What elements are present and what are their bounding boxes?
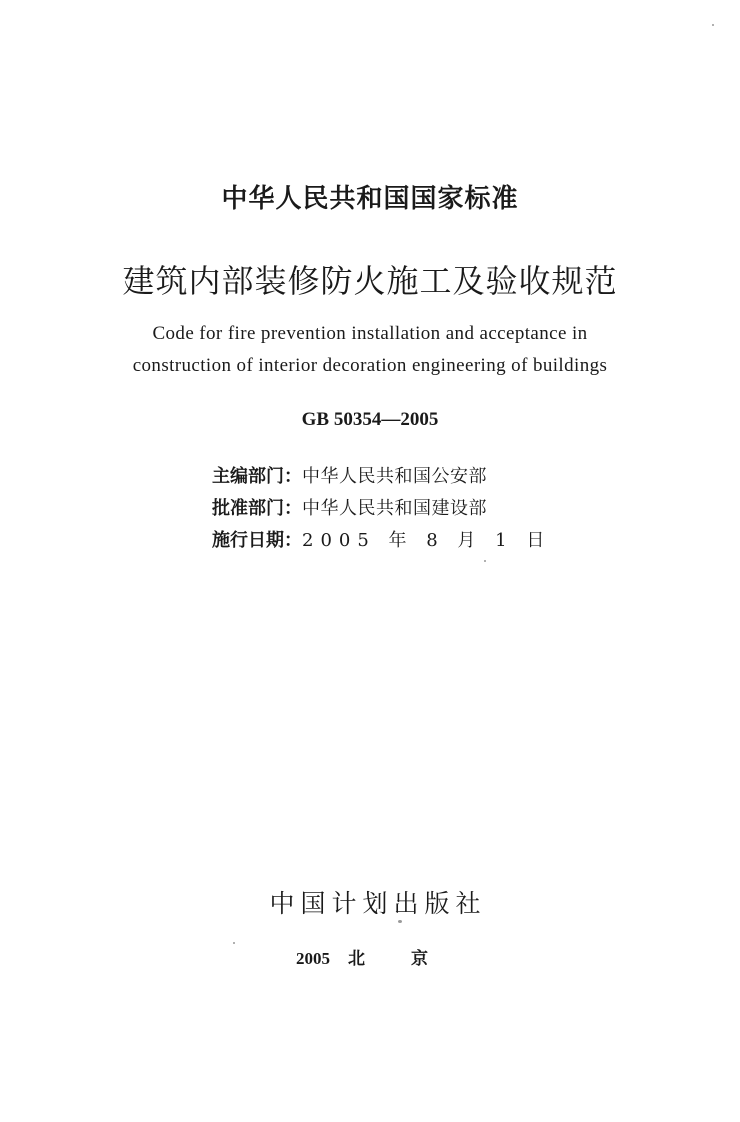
publisher: 中国计划出版社 — [269, 889, 487, 918]
chief-editor-dept — [212, 462, 487, 488]
meta-key: 主编部门： — [212, 466, 302, 487]
meta-key: 批准部门： — [212, 498, 302, 519]
title-chinese: 建筑内部装修防火施工及验收规范 — [122, 262, 618, 300]
publication-year: 2005 — [296, 949, 330, 968]
scan-speck — [712, 24, 714, 26]
standard-number: GB 50354—2005 — [301, 409, 439, 430]
meta-value: 中华人民共和国建设部 — [302, 498, 487, 519]
approval-dept — [212, 494, 487, 520]
meta-value: 中华人民共和国公安部 — [302, 466, 487, 487]
scan-speck — [484, 560, 486, 562]
scan-speck — [233, 942, 235, 944]
title-english-line-1: Code for fire prevention installation and acceptance in — [152, 323, 588, 344]
meta-key: 施行日期： — [212, 530, 302, 551]
standard-series: 中华人民共和国国家标准 — [221, 184, 519, 214]
title-english-line-2: construction of interior decoration engineering of buildings — [132, 355, 608, 376]
publication-place — [296, 944, 474, 969]
publication-city: 北京 — [348, 949, 474, 969]
scan-speck — [398, 920, 402, 923]
effective-date — [212, 526, 551, 552]
meta-value: 2005 年 8 月 1 日 — [302, 530, 552, 551]
